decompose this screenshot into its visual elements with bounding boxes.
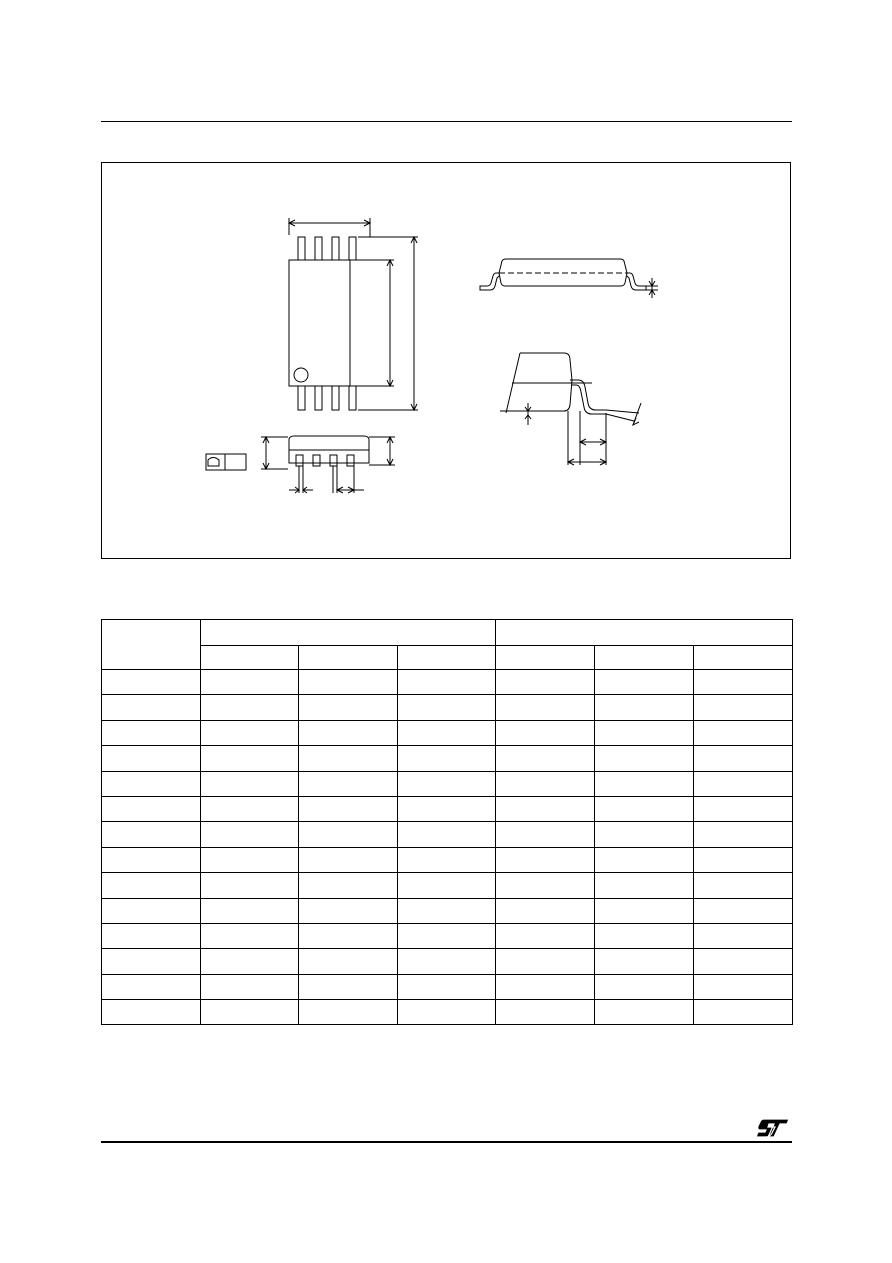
value-cell (595, 746, 694, 771)
header-group-2 (496, 620, 793, 646)
value-cell (595, 1000, 694, 1025)
value-cell (201, 1000, 299, 1025)
value-cell (398, 873, 496, 898)
table-row (102, 898, 793, 923)
value-cell (398, 695, 496, 720)
value-cell (398, 1000, 496, 1025)
subheader-cell (694, 646, 793, 670)
value-cell (694, 670, 793, 695)
value-cell (595, 974, 694, 999)
value-cell (201, 873, 299, 898)
value-cell (398, 847, 496, 872)
value-cell (201, 949, 299, 974)
value-cell (496, 923, 595, 948)
value-cell (398, 898, 496, 923)
symbol-cell (102, 746, 201, 771)
table-row (102, 695, 793, 720)
value-cell (299, 974, 398, 999)
value-cell (694, 949, 793, 974)
value-cell (595, 923, 694, 948)
value-cell (694, 974, 793, 999)
value-cell (299, 873, 398, 898)
value-cell (299, 923, 398, 948)
value-cell (398, 670, 496, 695)
symbol-cell (102, 822, 201, 847)
table-row (102, 873, 793, 898)
value-cell (299, 720, 398, 745)
symbol-cell (102, 898, 201, 923)
value-cell (398, 949, 496, 974)
table-row (102, 796, 793, 821)
table-row (102, 771, 793, 796)
value-cell (694, 822, 793, 847)
subheader-cell (299, 646, 398, 670)
value-cell (201, 746, 299, 771)
value-cell (398, 923, 496, 948)
value-cell (496, 695, 595, 720)
value-cell (201, 796, 299, 821)
package-drawing-frame (101, 162, 791, 559)
value-cell (694, 796, 793, 821)
end-view (206, 437, 288, 470)
value-cell (694, 873, 793, 898)
value-cell (299, 1000, 398, 1025)
symbol-cell (102, 923, 201, 948)
symbol-cell (102, 670, 201, 695)
value-cell (595, 873, 694, 898)
symbol-cell (102, 949, 201, 974)
value-cell (299, 847, 398, 872)
table-row (102, 949, 793, 974)
value-cell (299, 796, 398, 821)
value-cell (496, 771, 595, 796)
value-cell (299, 771, 398, 796)
value-cell (694, 720, 793, 745)
value-cell (496, 1000, 595, 1025)
value-cell (398, 771, 496, 796)
value-cell (496, 670, 595, 695)
symbol-cell (102, 695, 201, 720)
value-cell (595, 949, 694, 974)
table-row (102, 847, 793, 872)
footer-rule (101, 1141, 792, 1143)
value-cell (299, 746, 398, 771)
symbol-cell (102, 847, 201, 872)
side-view (480, 259, 658, 298)
value-cell (595, 898, 694, 923)
value-cell (496, 720, 595, 745)
value-cell (694, 746, 793, 771)
symbol-cell (102, 720, 201, 745)
value-cell (299, 695, 398, 720)
value-cell (201, 974, 299, 999)
dimension-table (101, 619, 793, 1025)
table-row (102, 746, 793, 771)
value-cell (496, 873, 595, 898)
value-cell (201, 923, 299, 948)
subheader-cell (496, 646, 595, 670)
table-row (102, 720, 793, 745)
value-cell (398, 796, 496, 821)
value-cell (595, 822, 694, 847)
symbol-cell (102, 1000, 201, 1025)
table-row (102, 670, 793, 695)
value-cell (595, 720, 694, 745)
st-logo-icon (755, 1117, 791, 1139)
value-cell (496, 898, 595, 923)
value-cell (398, 974, 496, 999)
value-cell (694, 847, 793, 872)
value-cell (496, 949, 595, 974)
lead-detail (500, 353, 641, 465)
value-cell (595, 771, 694, 796)
subheader-cell (398, 646, 496, 670)
value-cell (496, 822, 595, 847)
value-cell (595, 695, 694, 720)
table-row (102, 822, 793, 847)
value-cell (299, 898, 398, 923)
value-cell (398, 746, 496, 771)
subheader-cell (201, 646, 299, 670)
header-rule (101, 121, 792, 122)
value-cell (398, 822, 496, 847)
value-cell (694, 771, 793, 796)
table-row (102, 1000, 793, 1025)
value-cell (496, 796, 595, 821)
value-cell (201, 822, 299, 847)
front-view (289, 436, 395, 493)
value-cell (496, 974, 595, 999)
value-cell (201, 695, 299, 720)
value-cell (496, 746, 595, 771)
value-cell (201, 771, 299, 796)
value-cell (201, 898, 299, 923)
symbol-cell (102, 771, 201, 796)
value-cell (694, 1000, 793, 1025)
value-cell (496, 847, 595, 872)
value-cell (595, 847, 694, 872)
symbol-cell (102, 796, 201, 821)
symbol-cell (102, 873, 201, 898)
value-cell (201, 720, 299, 745)
symbol-cell (102, 974, 201, 999)
value-cell (299, 822, 398, 847)
top-view (289, 218, 418, 410)
value-cell (398, 720, 496, 745)
header-symbol (102, 620, 201, 670)
pin1-marker-icon (294, 368, 308, 382)
value-cell (201, 670, 299, 695)
value-cell (595, 796, 694, 821)
value-cell (595, 670, 694, 695)
value-cell (694, 923, 793, 948)
header-group-1 (201, 620, 496, 646)
table-row (102, 974, 793, 999)
value-cell (201, 847, 299, 872)
value-cell (299, 949, 398, 974)
value-cell (694, 898, 793, 923)
package-drawing (102, 163, 792, 560)
subheader-cell (595, 646, 694, 670)
value-cell (299, 670, 398, 695)
value-cell (694, 695, 793, 720)
table-row (102, 923, 793, 948)
